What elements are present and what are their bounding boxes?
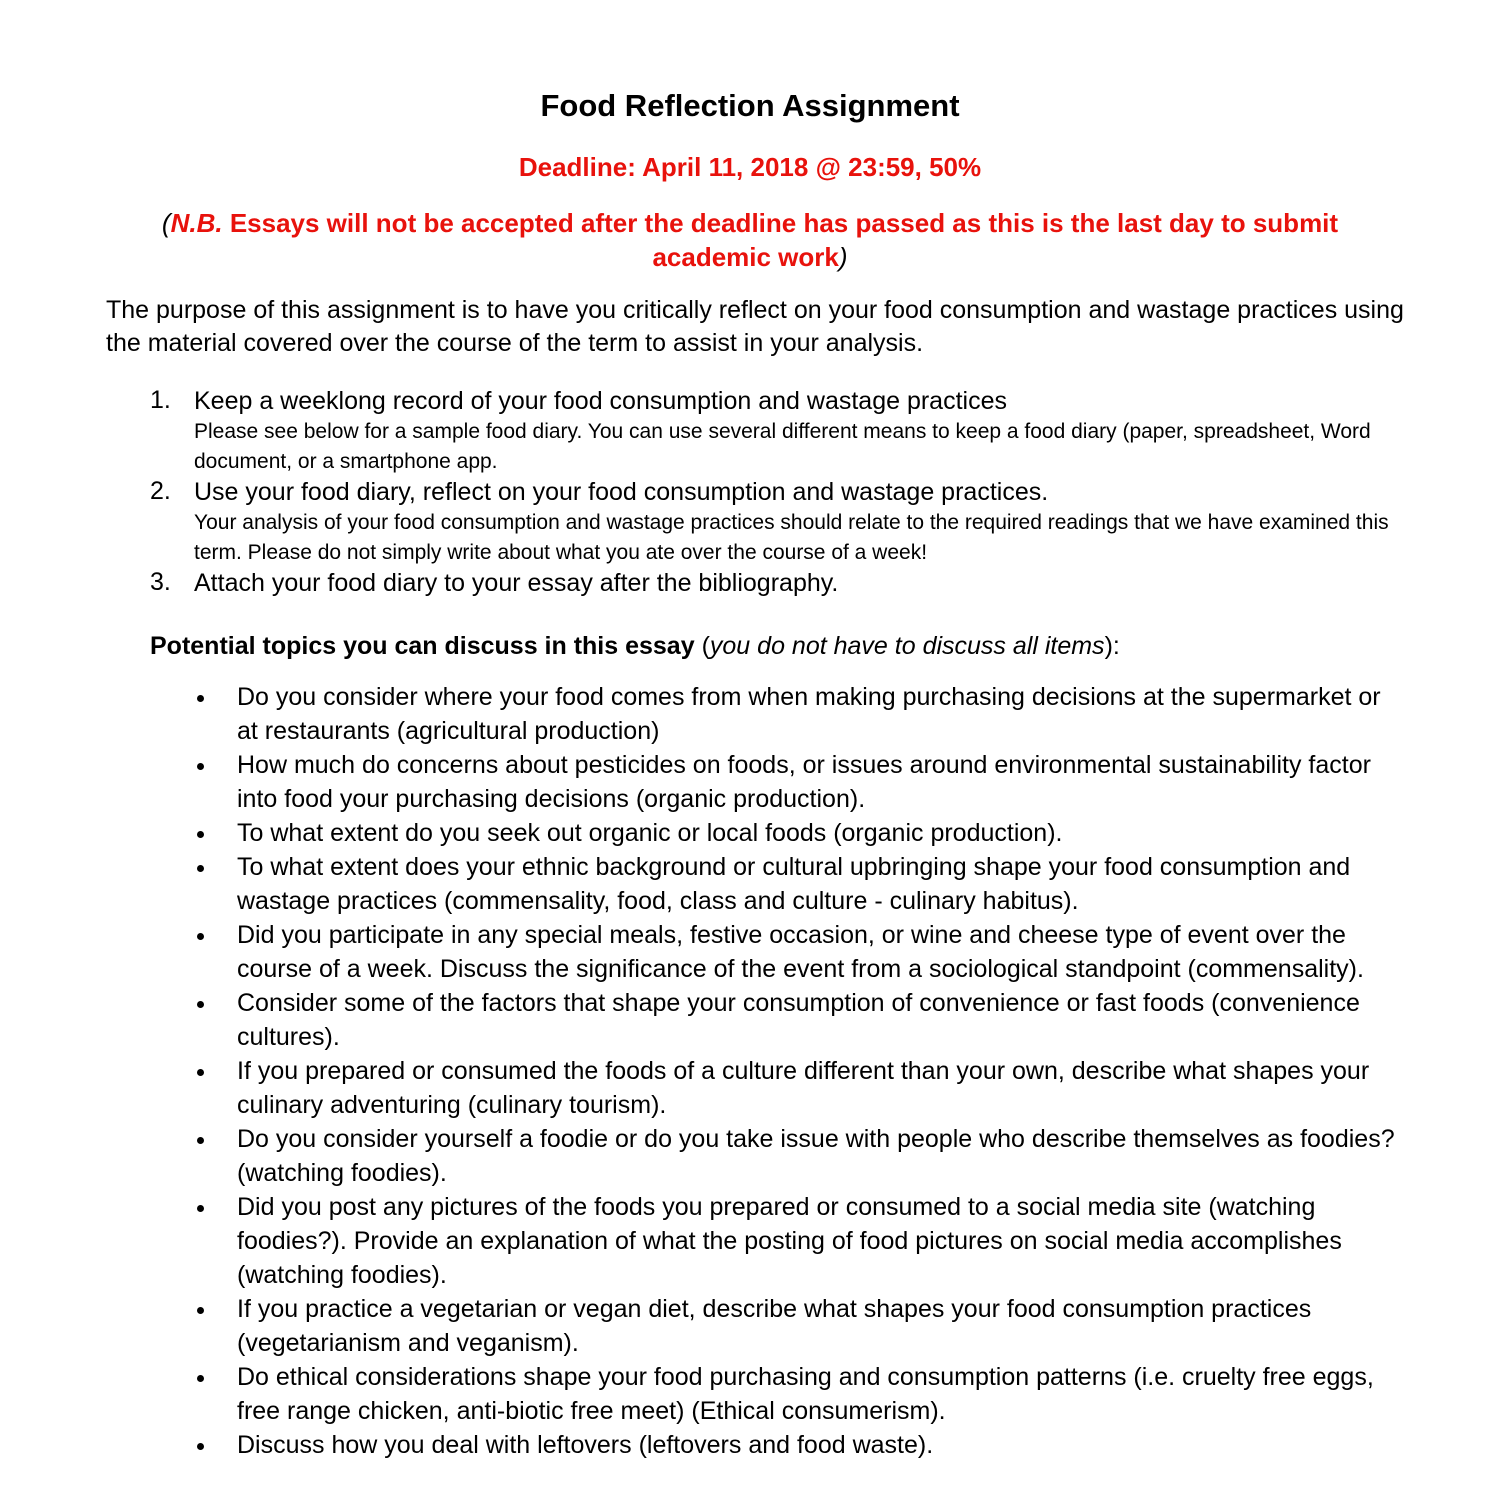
nb-open-paren: ( <box>161 208 171 238</box>
topic-item <box>195 850 1395 918</box>
topic-text: Do you consider where your food comes from when making purchasing decisions at the supermarket or at restaurants (agricultural production) <box>237 683 1381 745</box>
step-number: 1. <box>150 386 171 414</box>
topic-item <box>195 1122 1395 1190</box>
bullet-icon <box>197 1001 204 1008</box>
step-item <box>150 568 1400 599</box>
bullet-icon <box>197 763 204 770</box>
step-main-text: Use your food diary, reflect on your food consumption and wastage practices. <box>194 478 1049 506</box>
topic-text: How much do concerns about pesticides on foods, or issues around environmental sustainability factor into food your purchasing decisions (organic production). <box>237 751 1371 813</box>
step-sub-text: Your analysis of your food consumption and wastage practices should relate to the required readings that we have examined this term. Please do not simply write about what you ate over the course of a week! <box>194 511 1389 564</box>
topic-item <box>195 816 1395 850</box>
step-main-text: Keep a weeklong record of your food consumption and wastage practices <box>194 387 1007 415</box>
topic-text: To what extent do you seek out organic or local foods (organic production). <box>237 819 1063 847</box>
topics-heading <box>150 632 1120 661</box>
bullet-icon <box>197 1307 204 1314</box>
nb-label: N.B. <box>170 208 223 238</box>
nb-close-paren: ) <box>838 242 848 272</box>
bullet-icon <box>197 831 204 838</box>
bullet-icon <box>197 1375 204 1382</box>
bullet-icon <box>197 1137 204 1144</box>
topic-item <box>195 1190 1395 1292</box>
step-item <box>150 386 1400 477</box>
bullet-icon <box>197 933 204 940</box>
topic-item <box>195 1360 1395 1428</box>
topic-text: Do you consider yourself a foodie or do you take issue with people who describe themselves as foodies? (watching foodies). <box>237 1125 1395 1187</box>
bullet-icon <box>197 865 204 872</box>
topic-text: Did you post any pictures of the foods you prepared or consumed to a social media site (watching foodies?). Provide an explanation of what the posting of food pictures on social media accomplishes (watching foodies). <box>237 1193 1342 1289</box>
nb-text: Essays will not be accepted after the deadline has passed as this is the last day to submit academic work <box>222 208 1339 272</box>
topic-text: Did you participate in any special meals, festive occasion, or wine and cheese type of event over the course of a week. Discuss the significance of the event from a sociological standpoint (commensality). <box>237 921 1364 983</box>
topics-heading-close: ): <box>1104 632 1120 660</box>
bullet-icon <box>197 695 204 702</box>
topic-item <box>195 680 1395 748</box>
topic-text: Consider some of the factors that shape your consumption of convenience or fast foods (convenience cultures). <box>237 989 1360 1051</box>
step-sub-text: Please see below for a sample food diary. You can use several different means to keep a food diary (paper, spreadsheet, Word document, or a smartphone app. <box>194 420 1371 473</box>
step-main-text: Attach your food diary to your essay after the bibliography. <box>194 569 839 597</box>
topics-heading-bold: Potential topics you can discuss in this essay <box>150 632 695 660</box>
topic-item <box>195 1292 1395 1360</box>
nb-notice <box>130 206 1370 274</box>
step-number: 2. <box>150 477 171 505</box>
step-item <box>150 477 1400 568</box>
topic-item <box>195 918 1395 986</box>
document-title: Food Reflection Assignment <box>540 88 960 123</box>
topics-heading-open: ( <box>694 632 710 660</box>
topic-item <box>195 986 1395 1054</box>
bullet-icon <box>197 1069 204 1076</box>
topic-item <box>195 748 1395 816</box>
intro-paragraph: The purpose of this assignment is to have you critically reflect on your food consumption and wastage practices using the material covered over the course of the term to assist in your analysis. <box>106 296 1404 357</box>
topic-text: If you practice a vegetarian or vegan diet, describe what shapes your food consumption practices (vegetarianism and veganism). <box>237 1295 1312 1357</box>
step-number: 3. <box>150 568 171 596</box>
topic-item <box>195 1054 1395 1122</box>
topic-text: Discuss how you deal with leftovers (leftovers and food waste). <box>237 1431 934 1459</box>
topics-heading-italic: you do not have to discuss all items <box>709 632 1105 660</box>
deadline-text: Deadline: April 11, 2018 @ 23:59, 50% <box>518 152 982 182</box>
steps-list <box>150 386 1400 599</box>
bullet-icon <box>197 1205 204 1212</box>
topic-text: To what extent does your ethnic background or cultural upbringing shape your food consumption and wastage practices (commensality, food, class and culture - culinary habitus). <box>237 853 1351 915</box>
topics-list <box>195 680 1395 1462</box>
topic-text: If you prepared or consumed the foods of a culture different than your own, describe what shapes your culinary adventuring (culinary tourism). <box>237 1057 1370 1119</box>
bullet-icon <box>197 1443 204 1450</box>
topic-text: Do ethical considerations shape your food purchasing and consumption patterns (i.e. cruelty free eggs, free range chicken, anti-biotic free meet) (Ethical consumerism). <box>237 1363 1374 1425</box>
topic-item <box>195 1428 1395 1462</box>
